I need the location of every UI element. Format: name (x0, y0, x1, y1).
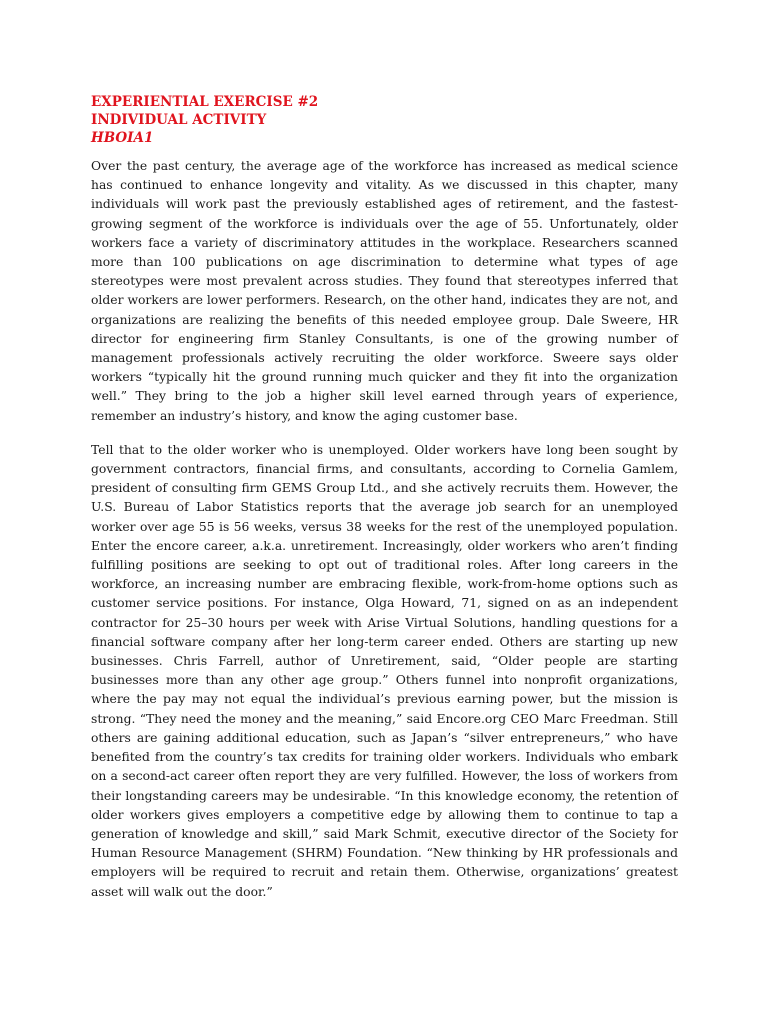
body-paragraph-2: Tell that to the older worker who is unemployed. Older workers have long been sought by government contractors, financial firms, and consultants, according to Cornelia Gamlem, president of consulting firm GEMS Group Ltd., and she actively recruits them. However, the U.S. Bureau of Labor Statistics reports that the average job search for an unemployed worker over age 55 is 56 weeks, versus 38 weeks for the rest of the unemployed population. Enter the encore career, a.k.a. unretirement. Increasingly, older workers who aren’t finding fulfilling positions are seeking to opt out of traditional roles. After long careers in the workforce, an increasing number are embracing flexible, work-from-home options such as customer service positions. For instance, Olga Howard, 71, signed on as an independent contractor for 25–30 hours per week with Arise Virtual Solutions, handling questions for a financial software company after her long-term career ended. Others are starting up new businesses. Chris Farrell, author of Unretirement, said, “Older people are starting businesses more than any other age group.” Others funnel into nonprofit organizations, where the pay may not equal the individual’s previous earning power, but the mission is strong. “They need the money and the meaning,” said Encore.org CEO Marc Freedman. Still others are gaining additional education, such as Japan’s “silver entrepreneurs,” who have benefited from the country’s tax credits for training older workers. Individuals who embark on a second-act career often report they are very fulfilled. However, the loss of workers from their longstanding careers may be undesirable. “In this knowledge economy, the retention of older workers gives employers a competitive edge by allowing them to continue to tap a generation of knowledge and skill,” said Mark Schmit, executive director of the Society for Human Resource Management (SHRM) Foundation. “New thinking by HR professionals and employers will be required to recruit and retain them. Otherwise, organizations’ greatest asset will walk out the door.” (91, 442, 678, 899)
exercise-title: EXPERIENTIAL EXERCISE #2 (91, 94, 319, 110)
activity-code: HBOIA1 (91, 130, 154, 146)
body-paragraph-1: Over the past century, the average age of the workforce has increased as medical science has continued to enhance longevity and vitality. As we discussed in this chapter, many individuals will work past the previously established ages of retirement, and the fastest-growing segment of the workforce is individuals over the age of 55. Unfortunately, older workers face a variety of discriminatory attitudes in the workplace. Researchers scanned more than 100 publications on age discrimination to determine what types of age stereotypes were most prevalent across studies. They found that stereotypes inferred that older workers are lower performers. Research, on the other hand, indicates they are not, and organizations are realizing the benefits of this needed employee group. Dale Sweere, HR director for engineering firm Stanley Consultants, is one of the growing number of management professionals actively recruiting the older workforce. Sweere says older workers “typically hit the ground running much quicker and they fit into the organization well.” They bring to the job a higher skill level earned through years of experience, remember an industry’s history, and know the aging customer base. (91, 159, 678, 423)
document-content (91, 93, 678, 902)
activity-type-heading: INDIVIDUAL ACTIVITY (91, 112, 267, 128)
